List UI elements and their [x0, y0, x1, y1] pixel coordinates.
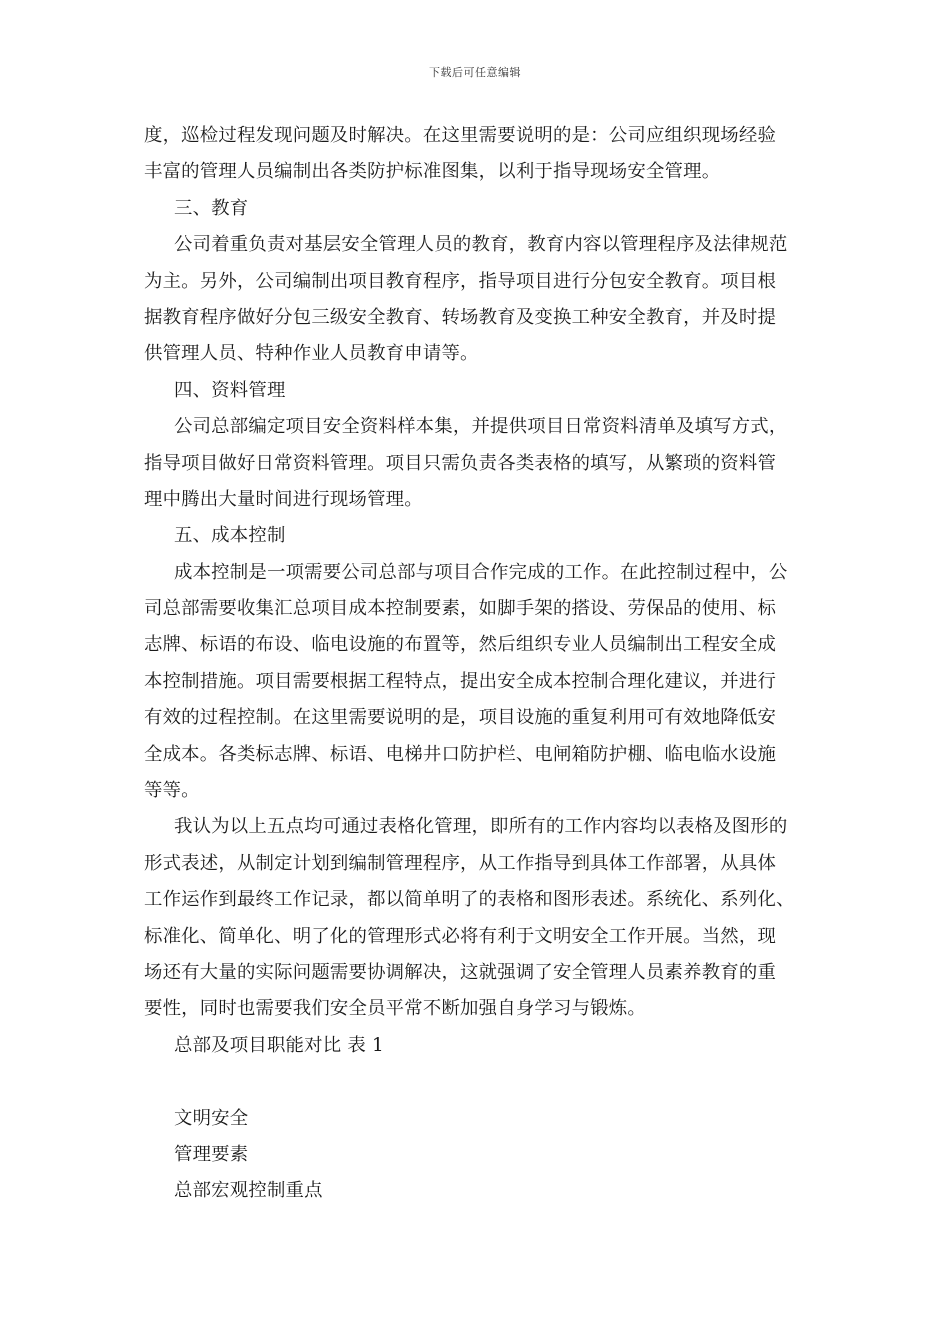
text-line: 理中腾出大量时间进行现场管理。 [144, 488, 423, 510]
text-line: 供管理人员、特种作业人员教育申请等。 [144, 343, 479, 365]
text-line: 等等。 [144, 780, 200, 802]
text-line: 三、教育 [174, 197, 249, 219]
text-line: 总部及项目职能对比 表 1 [174, 1034, 384, 1056]
text-line: 据教育程序做好分包三级安全教育、转场教育及变换工种安全教育，并及时提 [144, 306, 777, 328]
text-line: 度，巡检过程发现问题及时解决。在这里需要说明的是：公司应组织现场经验 [144, 125, 777, 146]
text-line: 形式表述，从制定计划到编制管理程序，从工作指导到具体工作部署，从具体 [144, 852, 777, 874]
text-line: 工作运作到最终工作记录，都以简单明了的表格和图形表述。系统化、系列化、 [144, 889, 795, 911]
text-line: 我认为以上五点均可通过表格化管理，即所有的工作内容均以表格及图形的 [174, 816, 788, 838]
text-line: 全成本。各类标志牌、标语、电梯井口防护栏、电闸箱防护棚、临电临水设施 [144, 743, 777, 765]
page-header: 下载后可任意编辑 [429, 66, 521, 79]
text-line: 四、资料管理 [174, 379, 286, 401]
blank-line [144, 1064, 816, 1100]
document-body [144, 118, 816, 1210]
text-line: 志牌、标语的布设、临电设施的布置等，然后组织专业人员编制出工程安全成 [144, 634, 777, 656]
text-line: 五、成本控制 [174, 525, 286, 547]
text-line: 成本控制是一项需要公司总部与项目合作完成的工作。在此控制过程中，公 [174, 561, 788, 583]
text-line: 指导项目做好日常资料管理。项目只需负责各类表格的填写，从繁琐的资料管 [144, 452, 777, 474]
text-line: 司总部需要收集汇总项目成本控制要素，如脚手架的搭设、劳保品的使用、标 [144, 598, 777, 620]
text-line: 文明安全 [174, 1107, 249, 1129]
text-line: 总部宏观控制重点 [174, 1180, 323, 1202]
text-line: 标准化、简单化、明了化的管理形式必将有利于文明安全工作开展。当然，现 [144, 925, 777, 947]
text-line: 有效的过程控制。在这里需要说明的是，项目设施的重复利用可有效地降低安 [144, 707, 777, 729]
text-line: 公司着重负责对基层安全管理人员的教育，教育内容以管理程序及法律规范 [174, 234, 788, 256]
text-line: 场还有大量的实际问题需要协调解决，这就强调了安全管理人员素养教育的重 [144, 961, 777, 983]
text-line: 为主。另外，公司编制出项目教育程序，指导项目进行分包安全教育。项目根 [144, 270, 777, 292]
text-line: 要性，同时也需要我们安全员平常不断加强自身学习与锻炼。 [144, 998, 646, 1020]
text-line: 本控制措施。项目需要根据工程特点，提出安全成本控制合理化建议，并进行 [144, 670, 777, 692]
text-line: 公司总部编定项目安全资料样本集，并提供项目日常资料清单及填写方式， [174, 416, 788, 438]
text-line: 丰富的管理人员编制出各类防护标准图集，以利于指导现场安全管理。 [144, 161, 721, 183]
text-line: 管理要素 [174, 1143, 249, 1165]
